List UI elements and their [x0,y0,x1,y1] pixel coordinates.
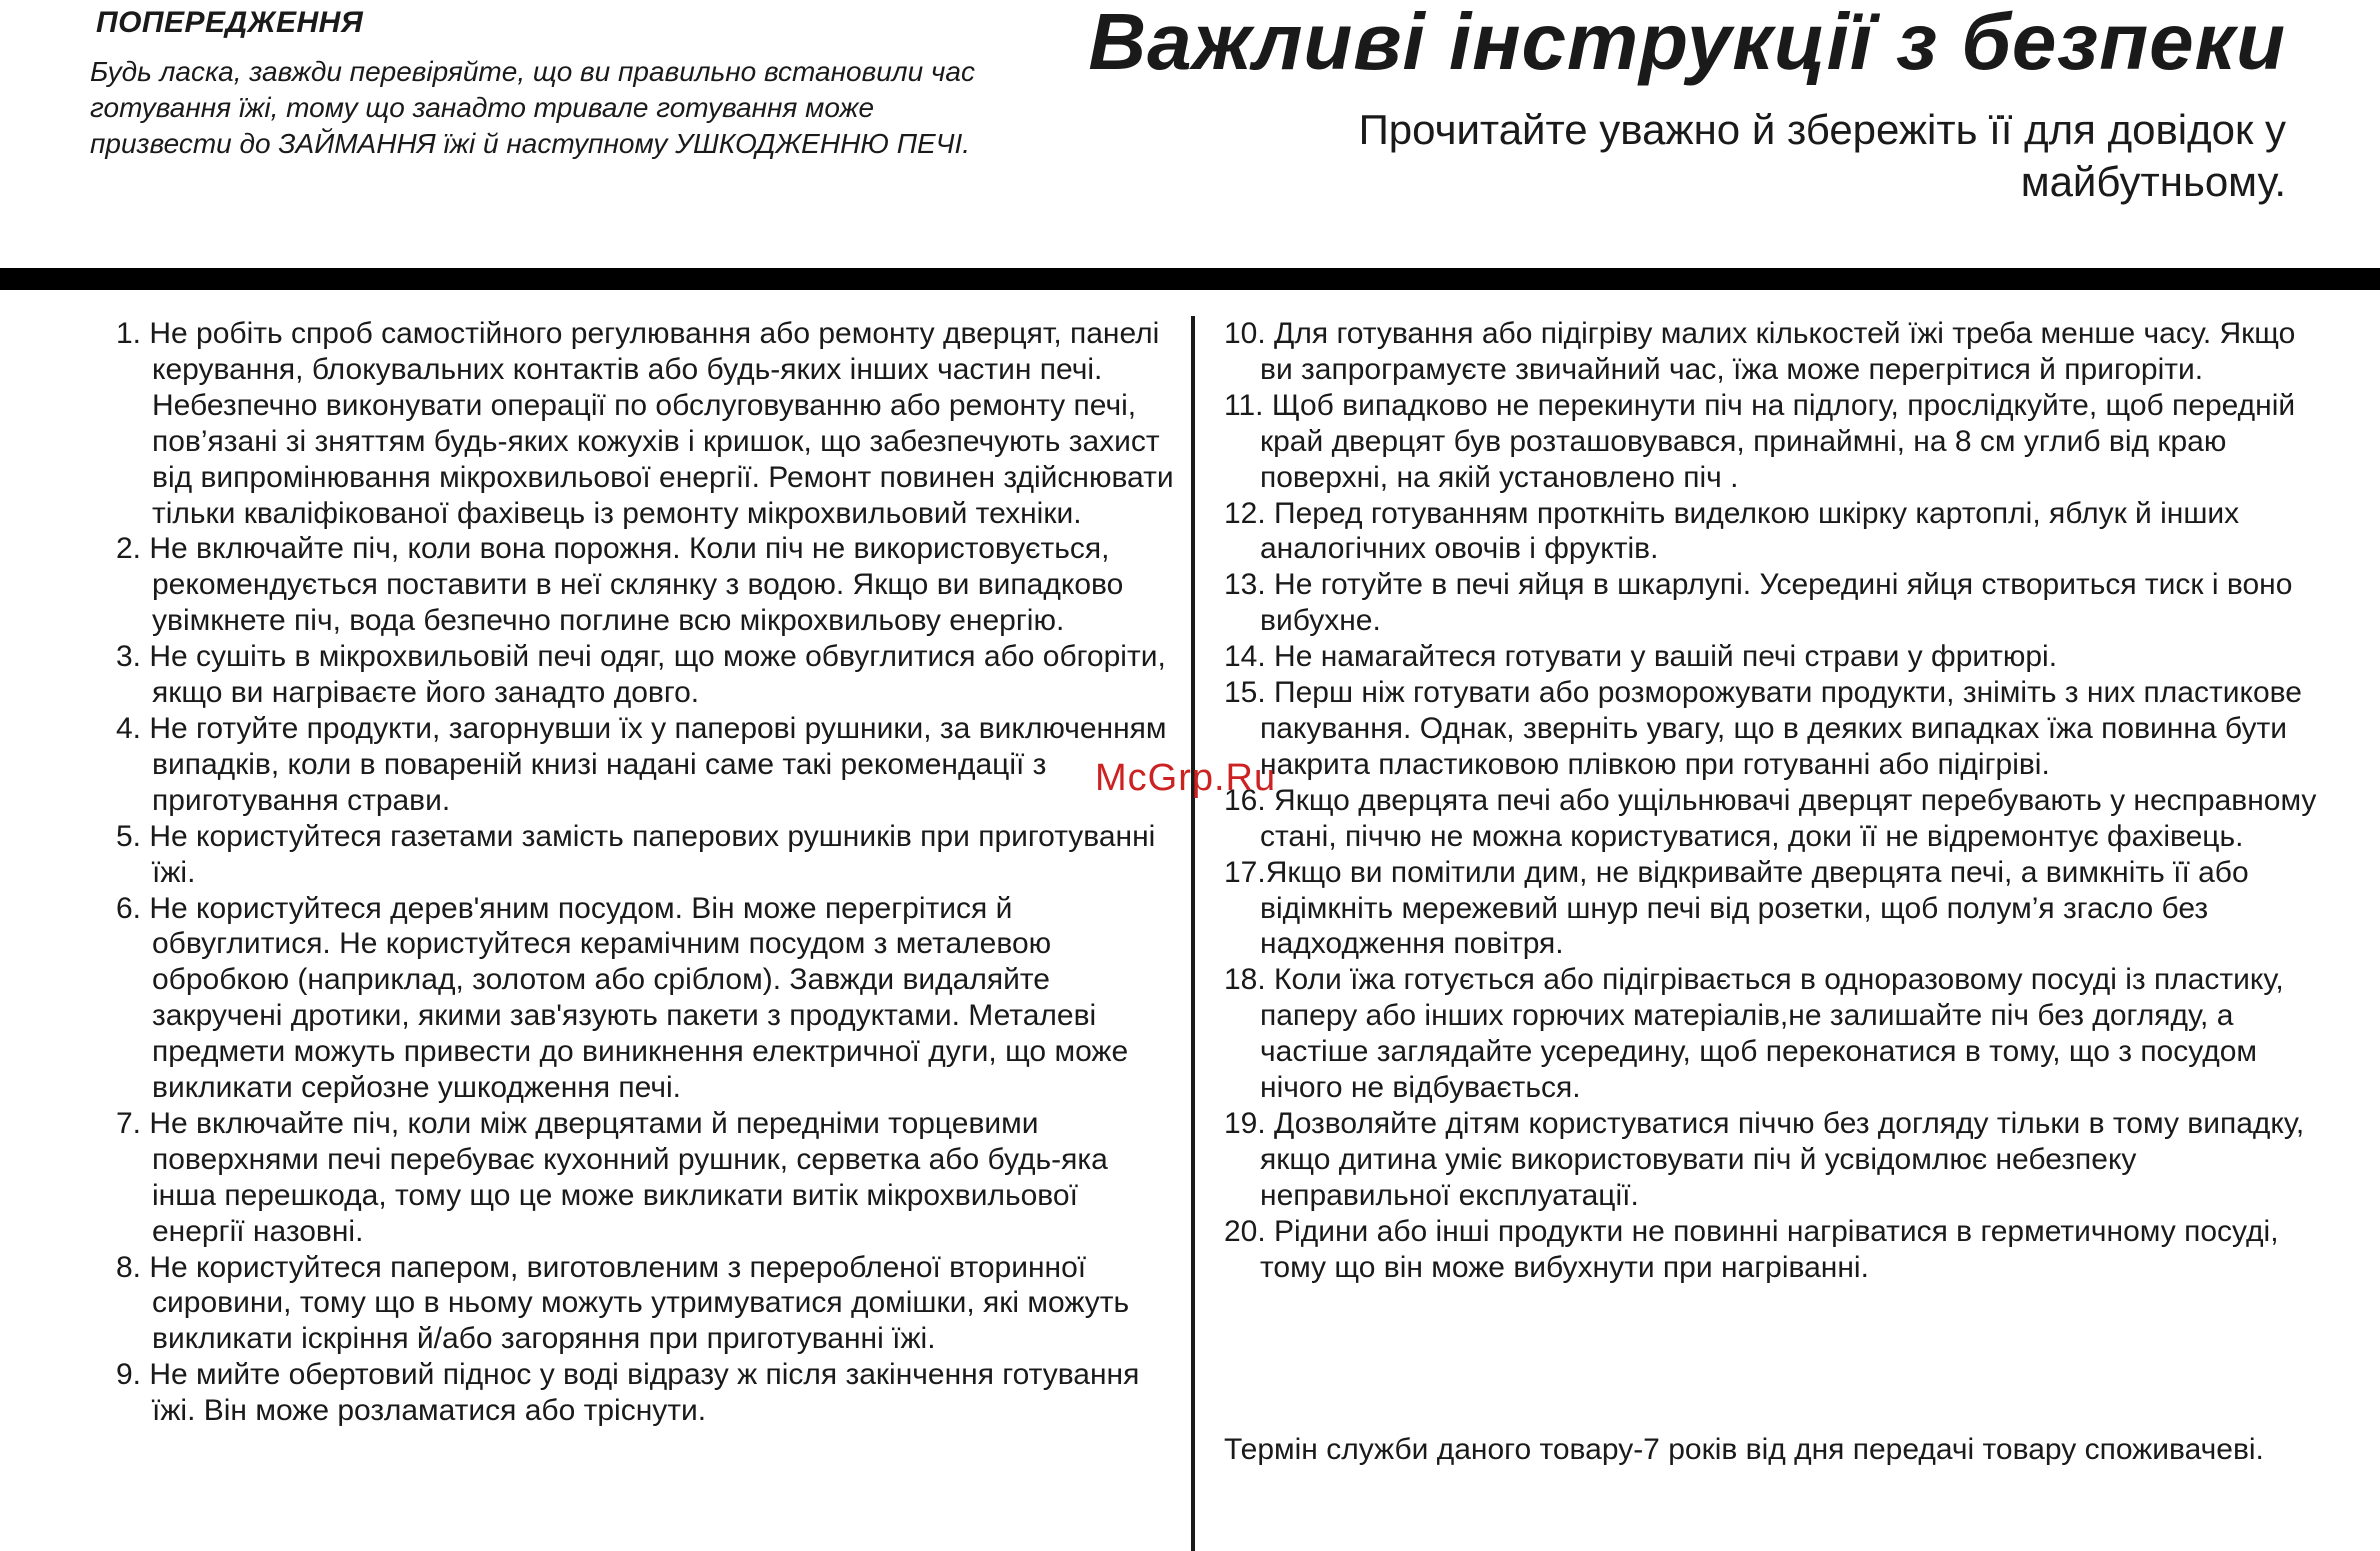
instruction-item: 6. Не користуйтеся дерев'яним посудом. Він може перегрітися й обвуглитися. Не користуйтеся керамічним посудом з металевою обробкою (наприклад, золотом або сріблом). Завжди видаляйте закручені дротики, якими зав'язують пакети з продуктами. Металеві предмети можуть привести до виникнення електричної дуги, що може викликати серйозне ушкодження печі. [116,891,1129,1105]
instruction-item: 9. Не мийте обертовий піднос у воді відразу ж після закінчення готування їжі. Він може розламатися або тріснути. [116,1358,1140,1428]
instruction-item: 15. Перш ніж готувати або розморожувати продукти, зніміть з них пластикове пакування. Однак, зверніть увагу, що в деяких випадках їжа повинна бути накрита пластиковою плівкою при готуванні або підігріві. [1224,676,2302,781]
instruction-item: 5. Не користуйтеся газетами замість паперових рушників при приготуванні їжі. [116,819,1156,889]
instruction-item: 20. Рідини або інші продукти не повинні нагріватися в герметичному посуді, тому що він може вибухнути при нагріванні. [1224,1214,2279,1284]
instruction-item: 19. Дозволяйте дітям користуватися піччю без догляду тільки в тому випадку, якщо дитина уміє використовувати піч й усвідомлює небезпеку неправильної експлуатації. [1224,1106,2305,1212]
instruction-item: 11. Щоб випадково не перекинути піч на підлогу, прослідкуйте, щоб передній край дверцят був розташовувався, принаймні, на 8 см углиб від краю поверхні, на якій установлено піч . [1224,388,2296,494]
page-subtitle: Прочитайте уважно й збережіть її для довідок у майбутньому. [1358,106,2286,205]
instruction-item: 17.Якщо ви помітили дим, не відкривайте дверцята печі, а вимкніть її або відімкніть мережевий шнур печі від розетки, щоб полум’я згасло без надходження повітря. [1224,855,2249,961]
instruction-item: 2. Не включайте піч, коли вона порожня. Коли піч не використовується, рекомендується поставити в неї склянку з водою. Якщо ви випадково увімкнете піч, вода безпечно поглине всю мікрохвильову енергію. [116,532,1124,638]
watermark: McGrp.Ru [1095,757,1277,799]
warning-title: ПОПЕРЕДЖЕННЯ [96,6,364,39]
header-divider [0,268,2380,290]
instruction-item: 7. Не включайте піч, коли між дверцятами й передніми торцевими поверхнями печі перебуває кухонний рушник, серветка або будь-яка інша перешкода, тому що це може викликати витік мікрохвильової енергії назовні. [116,1106,1108,1248]
instruction-item: 16. Якщо дверцята печі або ущільнювачі дверцят перебувають у несправному стані, піччю не можна користуватися, доки її не відремонтує фахівець. [1224,783,2317,853]
instruction-item: 8. Не користуйтеся папером, виготовленим з переробленої вторинної сировини, тому що в ньому можуть утримуватися домішки, які можуть викликати іскріння й/або загоряння при приготуванні їжі. [116,1250,1130,1356]
instruction-item: 14. Не намагайтеся готувати у вашій печі страви у фритюрі. [1224,640,2058,674]
instruction-item: 3. Не сушіть в мікрохвильовій печі одяг, що може обвуглитися або обгоріти, якщо ви нагріваєте його занадто довго. [116,640,1166,710]
instruction-item: 12. Перед готуванням проткніть виделкою шкірку картоплі, яблук й інших аналогічних овочів і фруктів. [1224,496,2240,566]
instruction-item: 10. Для готування або підігріву малих кількостей їжі треба менше часу. Якщо ви запрограмуєте звичайний час, їжа може перегрітися й пригоріти. [1224,317,2296,386]
column-divider [1191,316,1195,1551]
service-life-note: Термін служби даного товару-7 років від дня передачі товару споживачеві. [1224,1433,2264,1466]
instructions-right-column [1224,316,2334,1285]
page-title: Важливі інструкції з безпеки [1088,0,2286,86]
instruction-item: 4. Не готуйте продукти, загорнувши їх у паперові рушники, за виключенням випадків, коли в повареній книзі надані саме такі рекомендації з приготування страви. [116,711,1167,817]
warning-text: Будь ласка, завжди перевіряйте, що ви правильно встановили час готування їжі, тому що занадто тривале готування може призвести до ЗАЙМАННЯ їжі й наступному УШКОДЖЕННЮ ПЕЧІ. [90,56,975,159]
instructions-left-column [116,316,1176,1429]
instruction-item: 13. Не готуйте в печі яйця в шкарлупі. Усередині яйця створиться тиск і воно вибухне. [1224,568,2293,638]
instruction-item: 1. Не робіть спроб самостійного регулювання або ремонту дверцят, панелі керування, блокувальних контактів або будь-яких інших частин печі. Небезпечно виконувати операції по обслуговуванню або ремонту печі, пов’язані зі зняттям будь-яких кожухів і кришок, що забезпечують захист від випромінювання мікрохвильової енергії. Ремонт повинен здійснювати тільки кваліфікованої фахівець із ремонту мікрохвильовий техніки. [116,317,1174,530]
instruction-item: 18. Коли їжа готується або підігрівається в одноразовому посуді із пластику, паперу або інших горючих матеріалів,не залишайте піч без догляду, а частіше заглядайте усередину, щоб переконатися в тому, що з посудом нічого не відбувається. [1224,963,2284,1105]
